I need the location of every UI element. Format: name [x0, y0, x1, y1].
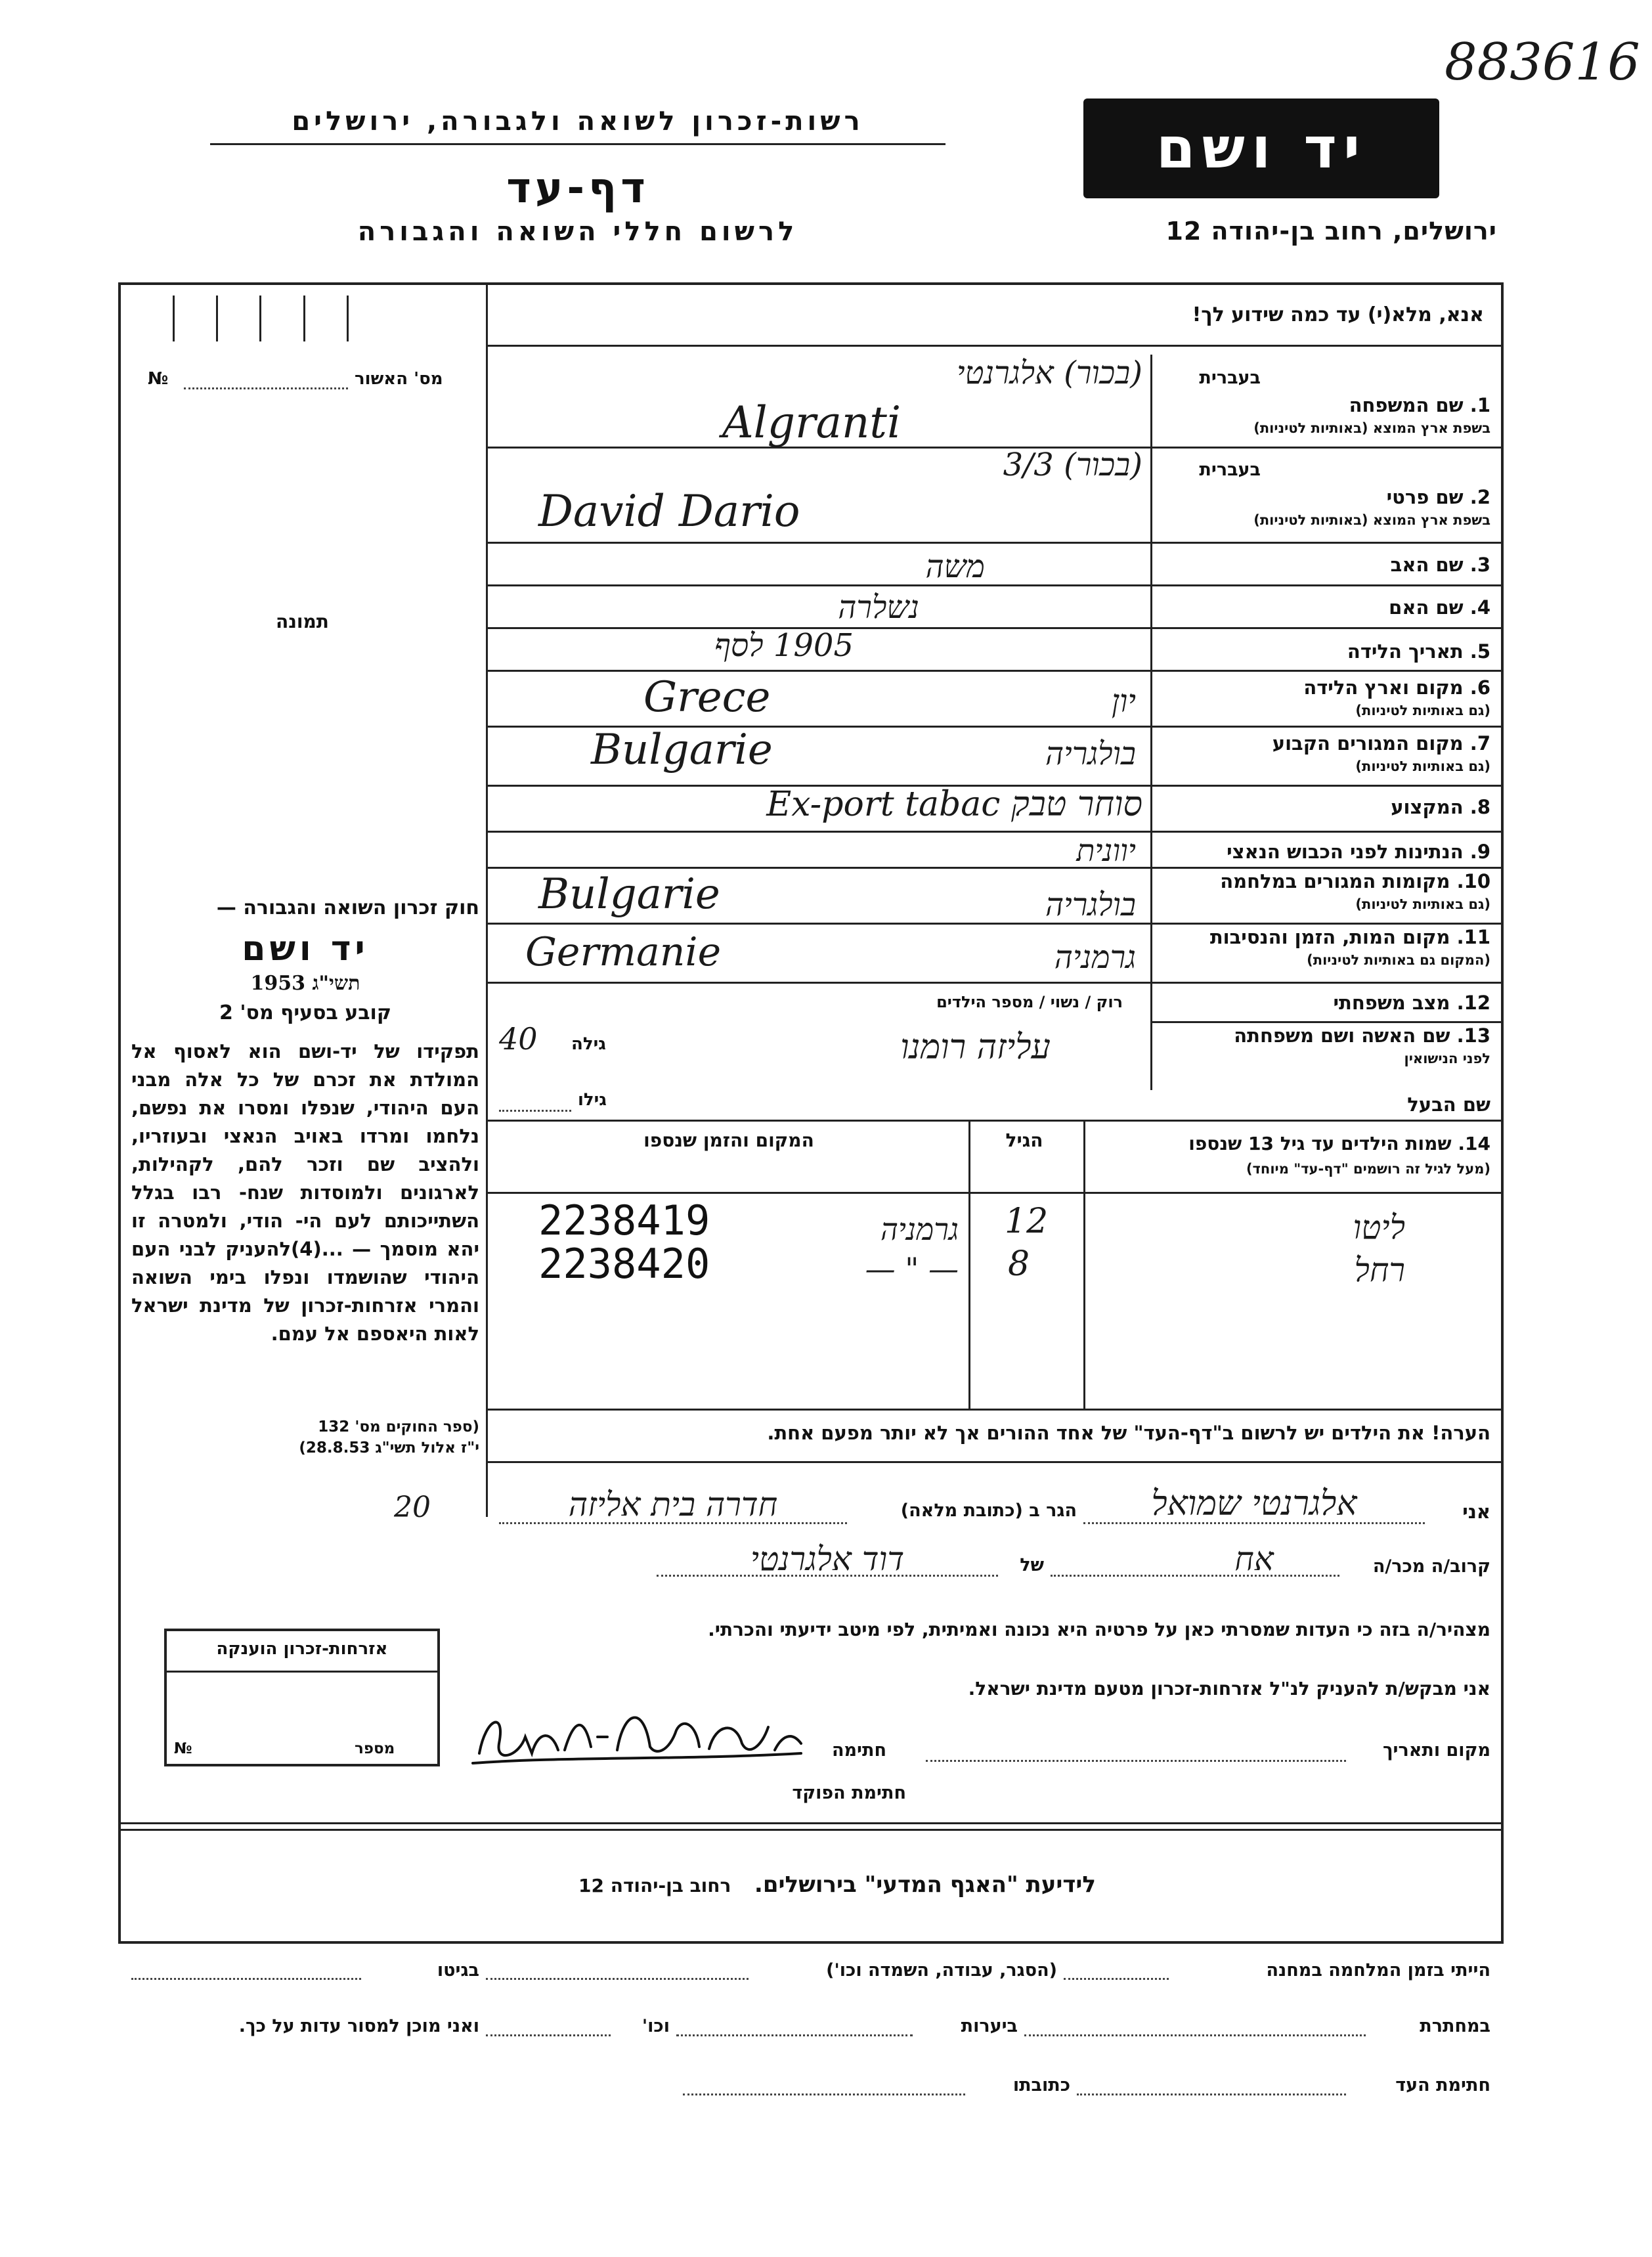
logo-text: יד ושם: [1156, 116, 1367, 181]
bottom-heading-row: [460, 1872, 1215, 1898]
registration-boxes: [131, 296, 473, 341]
children-header-rule: [486, 1192, 1504, 1194]
of-name: דוד אלגרנטי: [750, 1540, 905, 1578]
law-heading: חוק זכרון השואה והגבורה —: [216, 896, 479, 919]
child-2-stamp: 2238420: [538, 1240, 710, 1288]
field-12-name: מצב משפחתי: [1333, 992, 1450, 1014]
bottom-address: רחוב בן-יהודה 12: [578, 1875, 731, 1896]
field-6-sub: (גם באותיות לטיניות): [1355, 703, 1490, 718]
bottom-line3-b: כתובתו: [1012, 2075, 1070, 2095]
field-2-sub: בשפת ארץ המוצא (באותיות לטיניות): [1253, 512, 1490, 528]
field-6-name: מקום וארץ הלידה: [1303, 676, 1464, 699]
of-label: של: [1020, 1555, 1044, 1575]
left-col-divider: [486, 282, 488, 1517]
husband-age-label: גילו: [578, 1090, 607, 1110]
children-col-place: המקום והזמן שנספו: [643, 1129, 814, 1151]
child-1-stamp: 2238419: [538, 1196, 710, 1244]
field-2-heb-note: בעברית: [1199, 460, 1261, 480]
field-6-num: 6.: [1469, 676, 1490, 699]
field-2-name: שם פרטי: [1386, 486, 1464, 508]
declarant-address: חדרה בית אליזה: [568, 1485, 778, 1523]
law-name: יד ושם: [242, 929, 369, 969]
bottom-line3-a: חתימת העד: [1395, 2075, 1490, 2095]
field-2-num: 2.: [1469, 486, 1490, 508]
field-1-value-lat: Algranti: [722, 397, 902, 448]
rule-5: [486, 670, 1504, 672]
field-8-value: סוחר טבק Ex-port tabac: [766, 785, 1142, 824]
declarant-resides-label: הגר ב (כתובת מלאה): [900, 1501, 1077, 1521]
field-7-name: מקום המגורים הקבוע: [1272, 732, 1464, 755]
law-text: תפקידו של יד-ושם הוא לאסוף אל המולדת את זכרם של כל אלה מבני העם היהודי, שנפלו ומסרו את נפשם, נלחמו ומרדו באויב הנאצי ובעוזריו, ולהציב שם וזכר להם, לקהילות, לארגונים ולמוסדות שנח- רבו בגלל השתייכותם לעם הי- הודי, ולמטרה זו יהא מוסמך — ...(4)להעניק לבני העם היהודי שהושמדו ונפלו בימי השואה והמרי אזרחות-זכרון של מדינת ישראל לאות היאספם אל עמם.: [131, 1040, 479, 1345]
field-10-value-lat: Bulgarie: [538, 870, 720, 919]
field-1-label: [1156, 394, 1490, 416]
field-11-label: [1156, 926, 1490, 948]
rule-11: [486, 982, 1504, 984]
citizenship-box: [164, 1629, 440, 1766]
field-8-num: 8.: [1469, 796, 1490, 818]
bottom-line1-ghetto: [131, 1978, 361, 1980]
bottom-line2-etc: [486, 2034, 611, 2036]
field-13-label: [1156, 1024, 1490, 1047]
declarant-i-label: אני: [1462, 1501, 1490, 1523]
law-source-1: (ספר החוקים מס' 132: [318, 1418, 479, 1435]
archive-number: 883616: [1445, 33, 1640, 92]
field-6-value-heb: יון: [1111, 683, 1136, 720]
field-3-name: שם האב: [1390, 554, 1464, 576]
wife-age-label: גילה: [571, 1034, 606, 1054]
rule-12: [1150, 1021, 1504, 1023]
field-3-value: משה: [925, 548, 985, 585]
field-8-name: המקצוע: [1391, 796, 1464, 818]
official-sig-label: חתימת הפוקד: [792, 1783, 906, 1803]
field-9-name: הנתינות לפני הכבוש הנאצי: [1227, 841, 1464, 863]
declarant-signature: [460, 1691, 814, 1783]
declarant-number: 20: [394, 1491, 431, 1524]
field-10-sub: (גם באותיות לטיניות): [1355, 896, 1490, 912]
label-col-divider: [1150, 355, 1152, 1090]
child-2-age: 8: [1008, 1244, 1030, 1284]
field-6-label: [1156, 676, 1490, 699]
bottom-line2-d: ואני מוכן למסור עדות על כך.: [238, 2016, 479, 2036]
relative-label: קרוב/ה מכר/ה: [1372, 1556, 1490, 1577]
citizenship-title: אזרחות-זכרון הוענקה: [216, 1639, 388, 1659]
field-4-num: 4.: [1469, 596, 1490, 619]
bottom-line3-witness: [1077, 2093, 1346, 2095]
bottom-line2-b: ביערות: [961, 2016, 1018, 2036]
field-11-value-lat: Germanie: [525, 929, 722, 975]
field-7-sub: (גם באותיות לטיניות): [1355, 758, 1490, 774]
field-1-value-heb: (בכור) אלגרנטי: [956, 355, 1142, 391]
wife-age-value: 40: [499, 1021, 538, 1057]
children-bottom-rule: [486, 1409, 1504, 1411]
law-source-2: י"ז אלול תשי"ג 28.8.53): [299, 1439, 479, 1457]
field-2-value-heb: (בכור) 3/3: [1003, 447, 1142, 483]
children-col-age: הגיל: [1005, 1129, 1043, 1151]
law-year: 1953: [250, 972, 306, 995]
signature-label: חתימה: [831, 1740, 886, 1761]
field-11-sub: (המקום גם באותיות לטיניות): [1307, 952, 1490, 968]
field-6-value-lat: Grece: [643, 673, 771, 722]
field-13-name: שם האשה ושם משפחתה: [1234, 1024, 1450, 1047]
field-1-num: 1.: [1469, 394, 1490, 416]
field-5-value: 1905 לסף: [714, 627, 854, 664]
children-col-div-1: [968, 1120, 970, 1409]
field-4-value: נשלרה: [838, 589, 919, 626]
header-rule: [210, 143, 946, 145]
field-9-value: יוונית: [1076, 833, 1136, 868]
child-2-place: — " —: [865, 1251, 959, 1286]
field-7-value-lat: Bulgarie: [591, 726, 773, 774]
bottom-line1-a: הייתי בזמן המלחמה במחנה: [1266, 1960, 1490, 1981]
field-13-sub: לפני הנישואין: [1404, 1051, 1490, 1066]
reg-no-line: [184, 387, 348, 389]
instructions: אנא, מלא(י) עד כמה שידוע לך!: [1192, 303, 1484, 326]
field-11-value-heb: גרמניה: [1054, 939, 1136, 976]
yad-vashem-logo: [1083, 99, 1439, 198]
photo-label: תמונה: [276, 611, 329, 632]
citizenship-no-label: מספר: [355, 1740, 395, 1757]
field-13-value: עליזה רומנו: [900, 1028, 1051, 1067]
children-title: שמות הילדים עד גיל 13 שנספו: [1188, 1133, 1452, 1154]
bottom-line2-underground: [1024, 2034, 1366, 2036]
reg-no-label: מס' האשור: [355, 369, 443, 389]
law-year-heb: תשי"ג: [312, 972, 360, 995]
field-8-label: [1156, 796, 1490, 818]
children-col-div-2: [1083, 1120, 1085, 1409]
children-sub: (מעל לגיל זה רושמים "דף-עד" מיוחד): [1246, 1161, 1490, 1177]
form-subtitle: לרשום חללי השואה והגבורה: [357, 217, 798, 247]
child-1-place: גרמניה: [880, 1212, 959, 1247]
field-7-num: 7.: [1469, 732, 1490, 755]
field-12-num: 12.: [1456, 992, 1490, 1014]
field-10-value-heb: בולגריה: [1045, 887, 1136, 923]
field-5-label: [1156, 640, 1490, 663]
citizenship-rule: [167, 1671, 437, 1673]
note-rule: [486, 1461, 1504, 1463]
relation: אח: [1234, 1540, 1274, 1578]
reg-no-sign: №: [148, 369, 169, 389]
bottom-line3-address: [683, 2093, 965, 2095]
field-9-label: [1156, 841, 1490, 863]
form-title: דף-עד: [506, 164, 649, 213]
rule-2: [486, 542, 1504, 544]
field-11-name: מקום המות, הזמן והנסיבות: [1209, 926, 1450, 948]
bottom-line2-c: וכו': [641, 2016, 670, 2036]
bottom-separator: [118, 1822, 1504, 1824]
bottom-line2-forest: [676, 2034, 913, 2036]
children-num: 14.: [1458, 1133, 1490, 1154]
field-10-label: [1156, 870, 1490, 892]
field-12-label: [1156, 992, 1490, 1014]
field-3-label: [1156, 554, 1490, 576]
field-4-label: [1156, 596, 1490, 619]
bottom-line1-c: בגיטו: [437, 1960, 479, 1981]
place-date-line: [926, 1760, 1346, 1762]
husband-age-line: [499, 1110, 571, 1112]
field-3-num: 3.: [1469, 554, 1490, 576]
child-1-name: ליטו: [1353, 1208, 1405, 1246]
bottom-separator-2: [118, 1829, 1504, 1831]
field-13-num: 13.: [1456, 1024, 1490, 1047]
rule-13: [486, 1120, 1504, 1122]
field-7-value-heb: בולגריה: [1045, 735, 1136, 772]
field-2-value-lat: David Dario: [538, 486, 800, 537]
field-9-num: 9.: [1469, 841, 1490, 863]
law-year-row: [131, 972, 479, 995]
declaration-2: אני מבקש/ת להעניק לנ"ל אזרחות-זכרון מטעם מדינת ישראל.: [968, 1678, 1490, 1699]
children-note: הערה! את הילדים יש לרשום ב"דף-העד" של אחד ההורים אך לא יותר מפעם אחת.: [767, 1422, 1490, 1444]
bottom-line1-b: (הסגר, עבודה, השמדה וכו'): [826, 1960, 1057, 1981]
field-5-num: 5.: [1469, 640, 1490, 663]
field-1-name: שם המשפחה: [1349, 394, 1464, 416]
place-date-label: מקום ותאריך: [1382, 1740, 1490, 1761]
law-clause: קובע בסעיף מס' 2: [219, 1001, 391, 1024]
field-1-heb-note: בעברית: [1199, 368, 1261, 388]
field-2-label: [1156, 486, 1490, 508]
field-11-num: 11.: [1456, 926, 1490, 948]
field-12-options: רוק / נשוי / מספר הילדים: [936, 993, 1123, 1011]
instructions-rule: [486, 345, 1504, 347]
field-10-name: מקומות המגורים במלחמה: [1220, 870, 1450, 892]
field-4-name: שם האם: [1389, 596, 1464, 619]
citizenship-no-sign: №: [174, 1740, 192, 1757]
header-address: ירושלים, רחוב בן-יהודה 12: [1165, 217, 1497, 246]
bottom-heading: לידיעת "האגף המדעי" בירושלים.: [754, 1872, 1096, 1898]
authority-title: רשות-זכרון לשואה ולגבורה, ירושלים: [292, 106, 864, 137]
bottom-line2-a: במחתרת: [1420, 2016, 1490, 2036]
children-label: [1090, 1133, 1490, 1154]
husband-label: שם הבעל: [1407, 1093, 1490, 1116]
bottom-line1-camp: [1064, 1978, 1169, 1980]
child-2-name: רחל: [1354, 1251, 1405, 1289]
field-5-name: תאריך הלידה: [1347, 640, 1464, 663]
child-1-age: 12: [1005, 1202, 1049, 1241]
declarant-name: אלגרנטי שמואל: [1151, 1484, 1357, 1523]
field-1-sub: בשפת ארץ המוצא (באותיות לטיניות): [1253, 420, 1490, 436]
field-10-num: 10.: [1456, 870, 1490, 892]
field-7-label: [1156, 732, 1490, 755]
declaration-1: מצהיר/ה בזה כי העדות שמסרתי כאן על פרטיה היא נכונה ואמיתית, לפי מיטב ידיעתי והכרתי.: [708, 1619, 1490, 1640]
bottom-line1-fill: [486, 1978, 749, 1980]
